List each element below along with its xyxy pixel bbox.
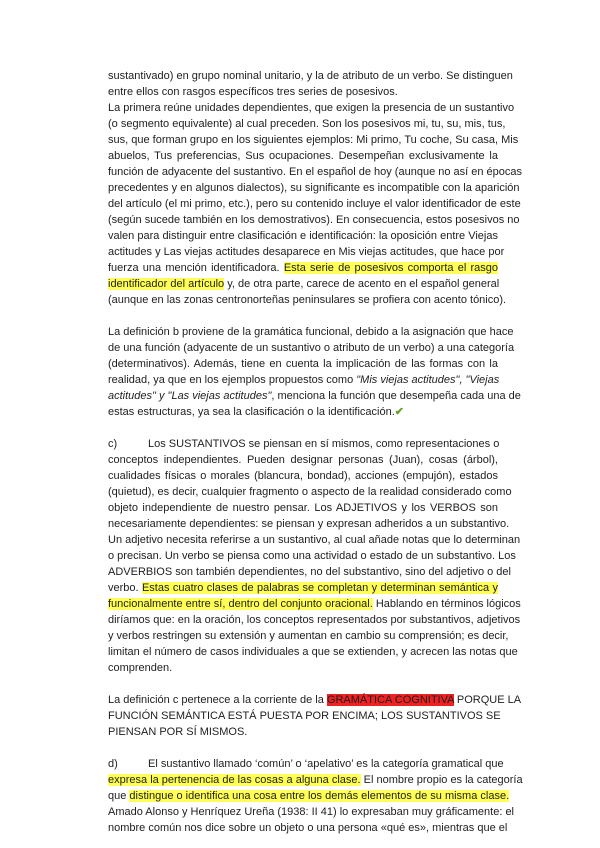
text-segment: PORQUE LA xyxy=(453,694,522,706)
text-line xyxy=(108,596,521,612)
text-line: del artículo (el mi primo, etc.), pero su contenido incluye el valor identificador de este xyxy=(108,198,521,210)
text-line: (o segmento equivalente) al cual preceden. Son los posesivos mi, tu, su, mis, tus, xyxy=(108,118,506,130)
text-segment: , menciona la función que desempeña cada una de xyxy=(271,390,521,402)
text-line xyxy=(108,788,510,804)
text-line: FUNCIÓN SEMÁNTICA ESTÁ PUESTA POR ENCIMA; LOS SUSTANTIVOS SE xyxy=(108,710,501,722)
text-line: ADVERBIOS son también dependientes, no del substantivo, sino del adjetivo o del xyxy=(108,566,511,578)
text-segment: estas estructuras, ya sea la clasificación o la identificación. xyxy=(108,406,395,418)
text-line: nombre común nos dice sobre un objeto o una persona «qué es», mientras que el xyxy=(108,822,508,834)
text-line xyxy=(108,756,504,772)
text-segment: fuerza una mención identificadora. xyxy=(108,262,280,274)
checkmark-icon: ✔ xyxy=(394,406,404,418)
highlighted-text: funcionalmente entre sí, dentro del conjunto oracional. xyxy=(108,598,373,610)
text-line: sus, que forman grupo en los siguientes ejemplos: Mi primo, Tu coche, Su casa, Mis xyxy=(108,134,519,146)
text-line: Amado Alonso y Henríquez Ureña (1938: II 41) lo expresaban muy gráficamente: el xyxy=(108,806,515,818)
highlighted-text: expresa la pertenencia de las cosas a alguna clase. xyxy=(108,774,361,786)
italic-text: actitudes" y "Las viejas actitudes" xyxy=(108,390,272,402)
text-line: Un adjetivo necesita referirse a un sustantivo, al cual añade notas que lo determinan xyxy=(108,534,521,546)
text-line: diríamos que: en la oración, los conceptos representados por substantivos, adjetivos xyxy=(108,614,521,626)
text-line: necesariamente dependientes: se piensan y expresan adheridos a un substantivo. xyxy=(108,518,510,530)
text-line: conceptos independientes. Pueden designar personas (Juan), cosas (árbol), xyxy=(108,454,498,466)
text-line: limitan el número de casos individuales a que se extienden, y acrecen las notas que xyxy=(108,646,518,658)
text-line: cualidades físicas o morales (blancura, bondad), acciones (empujón), estados xyxy=(108,470,498,482)
highlighted-text: Esta serie de posesivos comporta el rasgo xyxy=(283,262,498,274)
highlighted-text: identificador del artículo xyxy=(108,278,225,290)
text-line: PIENSAN POR SÍ MISMOS. xyxy=(108,726,248,738)
text-line: (quietud), es decir, cualquier fragmento o aspecto de la realidad considerado como xyxy=(108,486,512,498)
list-marker: c) xyxy=(108,438,118,450)
text-line: (aunque en las zonas centronorteñas peninsulares se profiera con acento tónico). xyxy=(108,294,507,306)
text-line: abuelos, Tus preferencias, Sus ocupaciones. Desempeñan exclusivamente la xyxy=(108,150,498,162)
text-line: (según sucede también en los demostrativos). En consecuencia, estos posesivos no xyxy=(108,214,520,226)
text-line xyxy=(108,580,498,596)
text-line: objeto independiente de nuestro pensar. Los ADJETIVOS y los VERBOS son xyxy=(108,502,498,514)
text-line xyxy=(108,260,498,276)
text-segment: verbo. xyxy=(108,582,142,594)
red-highlighted-text: GRAMÁTICA COGNITIVA xyxy=(326,694,454,706)
text-line xyxy=(108,372,498,388)
text-line: La definición b proviene de la gramática funcional, debido a la asignación que hace xyxy=(108,326,514,338)
text-line: valen para distinguir entre clasificación e identificación: la oposición entre Viejas xyxy=(108,230,498,242)
text-line: (determinativos). Además, tiene en cuenta la implicación de las formas con la xyxy=(108,358,498,370)
text-line: sustantivado) en grupo nominal unitario, y la de atributo de un verbo. Se distinguen xyxy=(108,70,513,82)
text-line xyxy=(108,404,498,420)
text-segment: La definición c pertenece a la corriente de la xyxy=(108,694,327,706)
text-line xyxy=(108,692,522,708)
text-segment: Hablando en términos lógicos xyxy=(372,598,521,610)
text-segment: El nombre propio es la categoría xyxy=(360,774,523,786)
text-segment: que xyxy=(108,790,130,802)
text-segment: realidad, ya que en los ejemplos propuestos como xyxy=(108,374,357,386)
text-line xyxy=(108,436,498,452)
text-segment: Los SUSTANTIVOS se piensan en sí mismos, como representaciones o xyxy=(148,438,500,450)
text-line: de una función (adyacente de un sustantivo o atributo de un verbo) a una categoría xyxy=(108,342,515,354)
text-line xyxy=(108,276,498,292)
text-line: La primera reúne unidades dependientes, que exigen la presencia de un sustantivo xyxy=(108,102,515,114)
list-marker: d) xyxy=(108,758,118,770)
text-line xyxy=(108,388,521,404)
text-line: o precisan. Un verbo se piensa como una actividad o estado de un substantivo. Los xyxy=(108,550,516,562)
text-line: comprenden. xyxy=(108,662,173,674)
highlighted-text: Estas cuatro clases de palabras se completan y determinan semántica y xyxy=(141,582,498,594)
text-line: actitudes y Las viejas actitudes desaparece en Mis viejas actitudes, que hace por xyxy=(108,246,505,258)
text-line xyxy=(108,772,523,788)
text-line: función de adyacente del sustantivo. En el español de hoy (aunque no así en épocas xyxy=(108,166,523,178)
text-line: precedentes y en algunos dialectos), su significante es incompatible con la aparición xyxy=(108,182,520,194)
highlighted-text: distingue o identifica una cosa entre los demás elementos de su misma clase. xyxy=(129,790,510,802)
italic-text: "Mis viejas actitudes", "Viejas xyxy=(356,374,500,386)
text-line: entre ellos con rasgos específicos tres series de posesivos. xyxy=(108,86,398,98)
text-segment: El sustantivo llamado ‘común’ o ‘apelativo’ es la categoría gramatical que xyxy=(148,758,504,770)
text-line: y verbos restringen su extensión y aumentan en cambio su comprensión; es decir, xyxy=(108,630,509,642)
text-segment: y, de otra parte, carece de acento en el español general xyxy=(224,278,500,290)
